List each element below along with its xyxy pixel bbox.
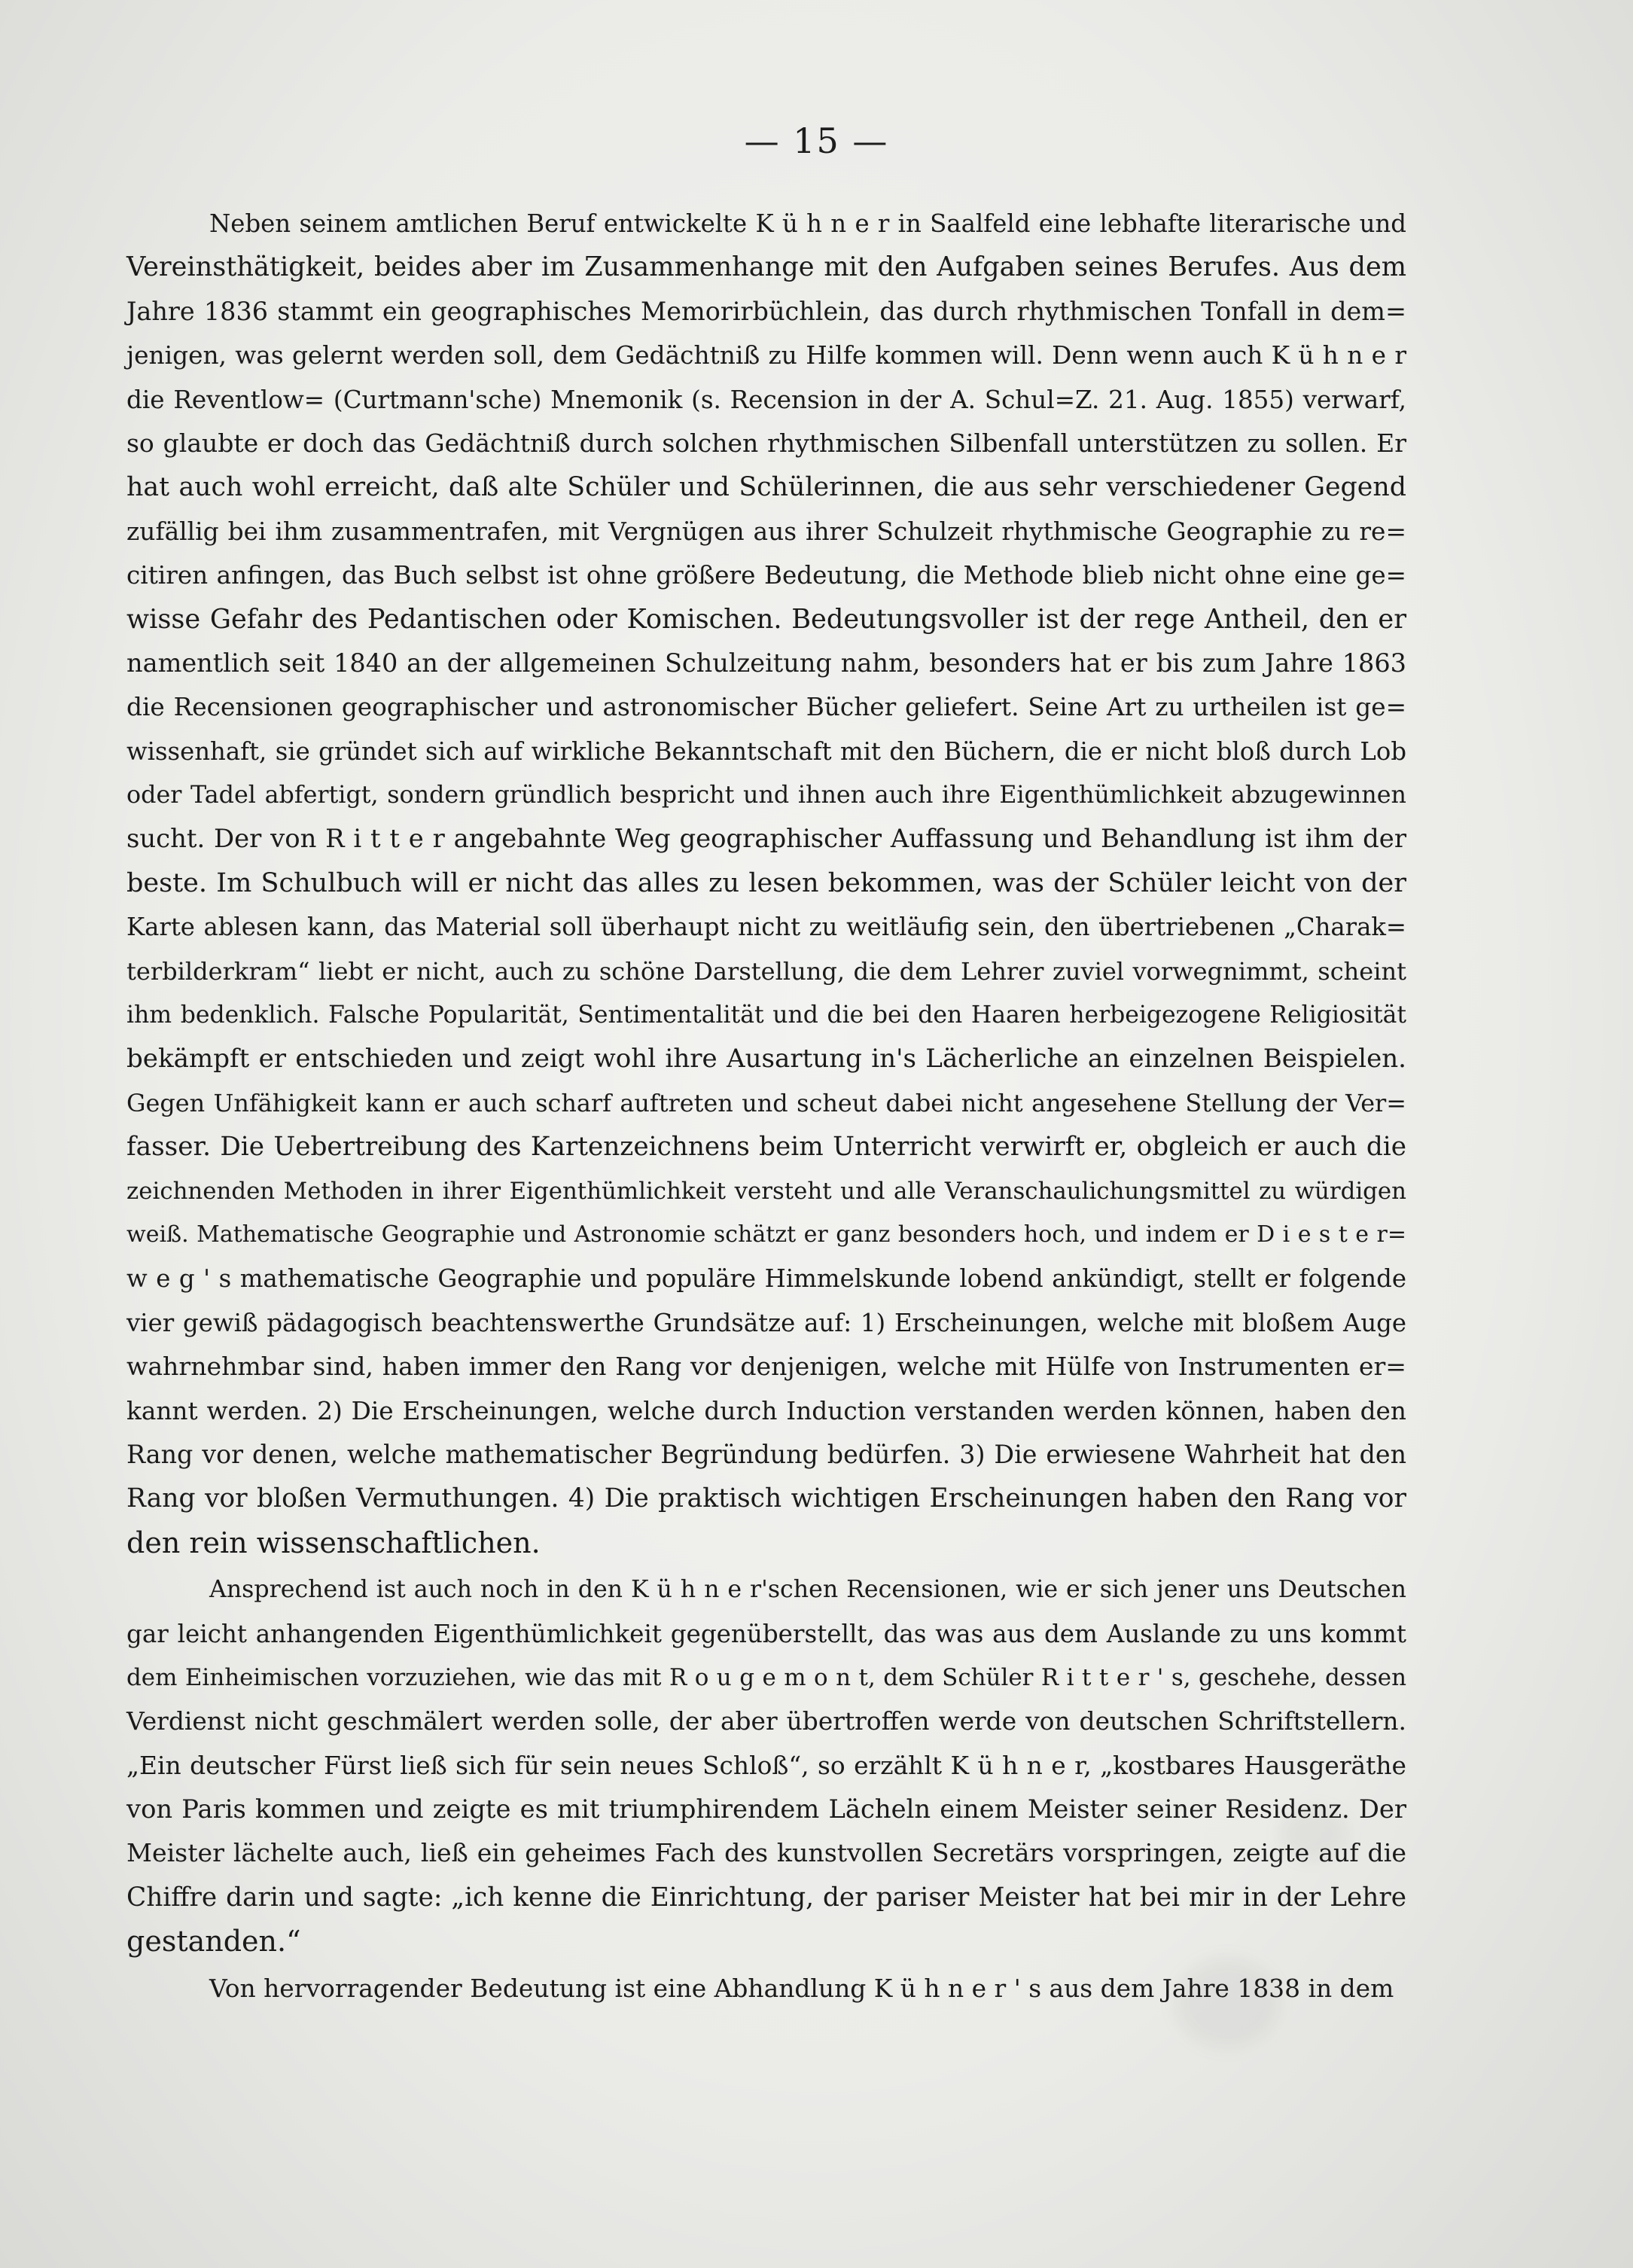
text-line: wahrnehmbar sind, haben immer den Rang vor denjenigen, welche mit Hülfe von Instrumenten er=: [126, 1352, 1406, 1382]
text-line: von Paris kommen und zeigte es mit triumphirendem Lächeln einem Meister seiner Residenz. Der: [126, 1794, 1406, 1824]
text-line: kannt werden. 2) Die Erscheinungen, welche durch Induction verstanden werden können, haben den: [126, 1396, 1406, 1425]
text-line: gar leicht anhangenden Eigenthümlichkeit gegenüberstellt, das was aus dem Auslande zu uns kommt: [126, 1619, 1406, 1648]
text-line: oder Tadel abfertigt, sondern gründlich bespricht und ihnen auch ihre Eigenthümlichkeit abzugewinnen: [126, 782, 1406, 809]
text-line: wissenhaft, sie gründet sich auf wirkliche Bekanntschaft mit den Büchern, die er nicht bloß durch Lob: [126, 736, 1406, 766]
text-line: Karte ablesen kann, das Material soll überhaupt nicht zu weitläufig sein, den übertriebenen „Charak=: [126, 913, 1406, 942]
text-line: Vereinsthätigkeit, beides aber im Zusammenhange mit den Aufgaben seines Berufes. Aus dem: [126, 251, 1406, 283]
text-line: beste. Im Schulbuch will er nicht das alles zu lesen bekommen, was der Schüler leicht von der: [126, 867, 1406, 898]
text-line: Rang vor bloßen Vermuthungen. 4) Die praktisch wichtigen Erscheinungen haben den Rang vor: [126, 1483, 1406, 1514]
text-line: fasser. Die Uebertreibung des Kartenzeichnens beim Unterricht verwirft er, obgleich er auch die: [126, 1132, 1406, 1163]
text-line: gestanden.“: [126, 1925, 301, 1959]
text-line: terbilderkram“ liebt er nicht, auch zu schöne Darstellung, die dem Lehrer zuviel vorwegnimmt, scheint: [126, 956, 1406, 986]
text-line: bekämpft er entschieden und zeigt wohl ihre Ausartung in's Lächerliche an einzelnen Beispielen.: [126, 1044, 1406, 1075]
text-line: vier gewiß pädagogisch beachtenswerthe Grundsätze auf: 1) Erscheinungen, welche mit bloßem Auge: [126, 1308, 1406, 1337]
text-line: jenigen, was gelernt werden soll, dem Gedächtniß zu Hilfe kommen will. Denn wenn auch K ü h n e r: [126, 341, 1406, 370]
text-line: Gegen Unfähigkeit kann er auch scharf auftreten und scheut dabei nicht angesehene Stellung der Ver=: [126, 1088, 1406, 1117]
text-line: Von hervorragender Bedeutung ist eine Abhandlung K ü h n e r ' s aus dem Jahre 1838 in dem: [209, 1973, 1394, 2003]
text-line: den rein wissenschaftlichen.: [126, 1526, 541, 1559]
text-line: Meister lächelte auch, ließ ein geheimes Fach des kunstvollen Secretärs vorspringen, zeigte auf die: [126, 1838, 1406, 1868]
text-line: zufällig bei ihm zusammentrafen, mit Vergnügen aus ihrer Schulzeit rhythmische Geographie zu re=: [126, 517, 1406, 546]
text-line: Jahre 1836 stammt ein geographisches Memorirbüchlein, das durch rhythmischen Tonfall in dem=: [126, 296, 1406, 326]
text-line: sucht. Der von R i t t e r angebahnte Weg geographischer Auffassung und Behandlung ist ihm der: [126, 824, 1406, 854]
text-line: Rang vor denen, welche mathematischer Begründung bedürfen. 3) Die erwiesene Wahrheit hat den: [126, 1439, 1406, 1469]
text-line: namentlich seit 1840 an der allgemeinen Schulzeitung nahm, besonders hat er bis zum Jahre 1863: [126, 648, 1406, 678]
text-line: hat auch wohl erreicht, daß alte Schüler und Schülerinnen, die aus sehr verschiedener Gegend: [126, 472, 1406, 503]
text-line: Neben seinem amtlichen Beruf entwickelte K ü h n e r in Saalfeld eine lebhafte literarische und: [209, 209, 1406, 238]
paragraph: [126, 1568, 1406, 1964]
text-line: dem Einheimischen vorzuziehen, wie das mit R o u g e m o n t, dem Schüler R i t t e r ' s, geschehe, dessen: [126, 1663, 1406, 1691]
body-text: [126, 202, 1406, 2010]
text-line: weiß. Mathematische Geographie und Astronomie schätzt er ganz besonders hoch, und indem er D i e s t e r=: [126, 1221, 1406, 1248]
text-line: Verdienst nicht geschmälert werden solle, der aber übertroffen werde von deutschen Schriftstellern.: [126, 1707, 1406, 1736]
paragraph: [126, 1967, 1406, 2010]
text-line: die Recensionen geographischer und astronomischer Bücher geliefert. Seine Art zu urtheilen ist ge=: [126, 693, 1406, 722]
text-line: die Reventlow= (Curtmann'sche) Mnemonik (s. Recension in der A. Schul=Z. 21. Aug. 1855) verwarf,: [126, 385, 1406, 414]
page-number: — 15 —: [744, 120, 889, 161]
text-line: citiren anfingen, das Buch selbst ist ohne größere Bedeutung, die Methode blieb nicht ohne eine ge=: [126, 561, 1406, 590]
text-line: w e g ' s mathematische Geographie und populäre Himmelskunde lobend ankündigt, stellt er folgende: [126, 1264, 1406, 1294]
text-line: wisse Gefahr des Pedantischen oder Komischen. Bedeutungsvoller ist der rege Antheil, den er: [126, 603, 1406, 635]
text-line: Chiffre darin und sagte: „ich kenne die Einrichtung, der pariser Meister hat bei mir in der Lehre: [126, 1882, 1406, 1913]
text-line: zeichnenden Methoden in ihrer Eigenthümlichkeit versteht und alle Veranschaulichungsmittel zu würdigen: [126, 1177, 1406, 1205]
text-line: „Ein deutscher Fürst ließ sich für sein neues Schloß“, so erzählt K ü h n e r, „kostbares Hausgeräthe: [126, 1750, 1406, 1780]
paragraph: [126, 202, 1406, 1565]
text-line: so glaubte er doch das Gedächtniß durch solchen rhythmischen Silbenfall unterstützen zu sollen. Er: [126, 428, 1406, 458]
text-line: ihm bedenklich. Falsche Popularität, Sentimentalität und die bei den Haaren herbeigezogene Religiosität: [126, 1001, 1406, 1029]
text-line: Ansprechend ist auch noch in den K ü h n e r'schen Recensionen, wie er sich jener uns Deutschen: [209, 1576, 1406, 1604]
